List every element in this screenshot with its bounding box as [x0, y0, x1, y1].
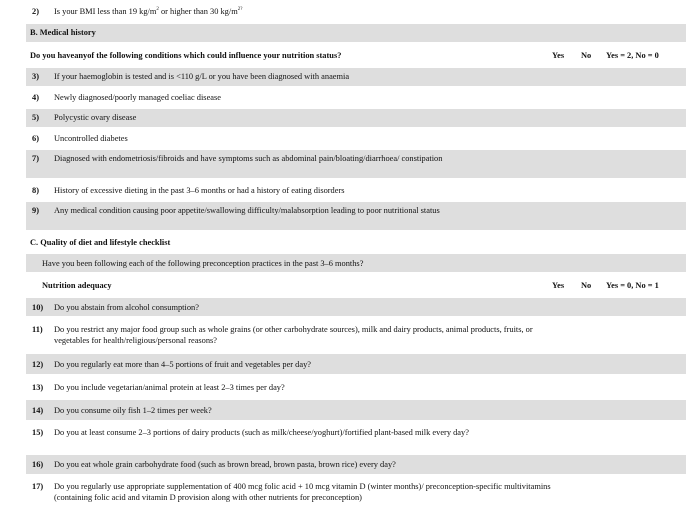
question-number: 10)	[32, 303, 44, 312]
question-row	[26, 400, 686, 420]
question-number: 16)	[32, 460, 44, 469]
question-number: 7)	[32, 154, 39, 163]
question-row	[26, 109, 686, 127]
question-row	[26, 150, 686, 178]
section-title: C. Quality of diet and lifestyle checklist	[30, 238, 171, 247]
question-row	[26, 6, 686, 20]
intro-row	[26, 254, 686, 272]
question-number: 12)	[32, 360, 44, 369]
question-row	[26, 378, 686, 396]
question-text: Do you regularly eat more than 4–5 portions of fruit and vegetables per day?	[54, 360, 311, 369]
question-row	[26, 320, 686, 348]
question-number: 4)	[32, 93, 39, 102]
question-number: 8)	[32, 186, 39, 195]
question-number: 5)	[32, 113, 39, 122]
question-text: Do you eat whole grain carbohydrate food (such as brown bread, brown pasta, brown rice) every day?	[54, 460, 396, 469]
question-number: 17)	[32, 482, 44, 491]
question-text: Diagnosed with endometriosis/fibroids and have symptoms such as abdominal pain/bloating/diarrhoea/ constipation	[54, 154, 443, 163]
question-row	[26, 68, 686, 86]
question-text: Newly diagnosed/poorly managed coeliac disease	[54, 93, 221, 102]
question-row	[26, 477, 686, 519]
section-question: Do you haveanyof the following conditions which could influence your nutrition status?	[30, 51, 342, 60]
section-intro: Have you been following each of the following preconception practices in the past 3–6 months?	[42, 259, 364, 268]
question-number: 11)	[32, 325, 43, 334]
question-number: 15)	[32, 428, 44, 437]
question-text: Do you abstain from alcohol consumption?	[54, 303, 199, 312]
no-column-header: No	[581, 51, 592, 60]
question-text: Is your BMI less than 19 $kg/m^2$ or higher than 30 $kg/m^{2?}$	[54, 7, 243, 16]
question-row	[26, 455, 686, 474]
section-question-row	[26, 46, 686, 64]
question-text: Uncontrolled diabetes	[54, 134, 128, 143]
question-row	[26, 182, 686, 199]
section-header	[26, 234, 686, 251]
question-row	[26, 202, 686, 230]
subheader-row	[26, 276, 686, 294]
question-text: If your haemoglobin is tested and is <110 g/L or you have been diagnosed with anaemia	[54, 72, 350, 81]
question-row	[26, 354, 686, 374]
question-text: Do you at least consume 2–3 portions of dairy products (such as milk/cheese/yoghurt)/fortified plant-based milk every day?	[54, 428, 469, 437]
question-number: 14)	[32, 406, 44, 415]
question-text: Do you include vegetarian/animal protein at least 2–3 times per day?	[54, 383, 285, 392]
question-text: Do you restrict any major food group such as whole grains (or other carbohydrate sources), milk and dairy products, animal products, fruits, or vegetables for health/religious/personal reasons?	[54, 325, 533, 345]
score-column-header: Yes = 2, No = 0	[606, 51, 659, 60]
section-header	[26, 24, 686, 42]
question-text: History of excessive dieting in the past 3–6 months or had a history of eating disorders	[54, 186, 345, 195]
question-number: 3)	[32, 72, 39, 81]
question-row	[26, 423, 686, 451]
yes-column-header: Yes	[552, 281, 565, 290]
question-text: Polycystic ovary disease	[54, 113, 137, 122]
question-text: Any medical condition causing poor appetite/swallowing difficulty/malabsorption leading to poor nutritional status	[54, 206, 440, 215]
question-number: 6)	[32, 134, 39, 143]
question-number: 13)	[32, 383, 44, 392]
score-column-header: Yes = 0, No = 1	[606, 281, 659, 290]
yes-column-header: Yes	[552, 51, 565, 60]
question-text: Do you consume oily fish 1–2 times per week?	[54, 406, 212, 415]
question-row	[26, 89, 686, 106]
question-number: 2)	[32, 7, 39, 16]
question-row	[26, 130, 686, 147]
section-title: B. Medical history	[30, 28, 96, 37]
subheader: Nutrition adequacy	[42, 281, 112, 290]
no-column-header: No	[581, 281, 592, 290]
question-text: Do you regularly use appropriate supplementation of 400 mcg folic acid + 10 mcg vitamin D (winter months)/ preconception-specific multivitamins (containing folic acid and vitamin D provision along with other nutrients for preconception)	[54, 482, 551, 502]
question-row	[26, 298, 686, 316]
question-number: 9)	[32, 206, 39, 215]
